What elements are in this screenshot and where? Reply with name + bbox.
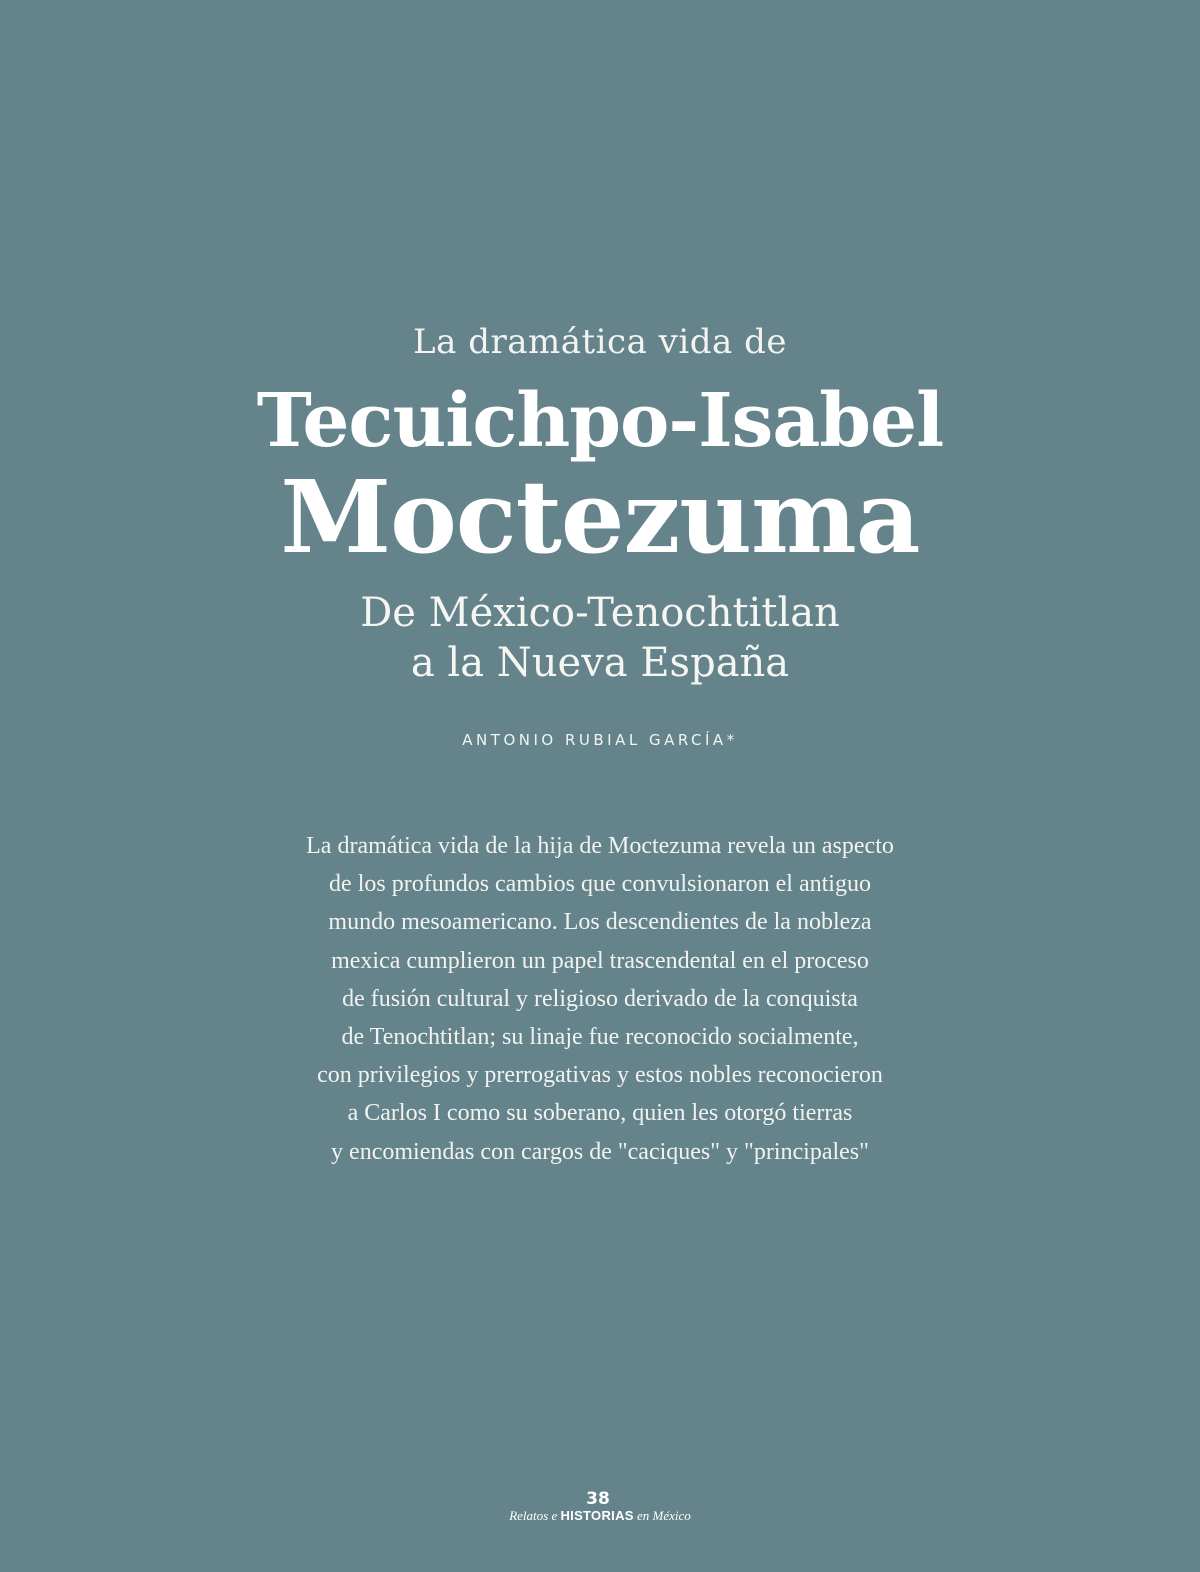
abstract-line: La dramática vida de la hija de Moctezuma revela un aspecto [306,833,894,859]
abstract-line: mundo mesoamericano. Los descendientes de la nobleza [328,909,872,936]
abstract-line: mexica cumplieron un papel trascendental en el proceso [331,947,869,974]
title-line-2: Moctezuma [280,458,920,576]
title-line-1: Tecuichpo-Isabel [256,378,944,464]
publication-name [0,1508,1200,1524]
abstract [0,827,1200,1171]
author-byline: ANTONIO RUBIAL GARCÍA* [462,731,738,749]
abstract-line: de Tenochtitlan; su linaje fue reconocido socialmente, [341,1024,859,1051]
title-kicker: La dramática vida de [413,322,787,362]
page-footer [0,1490,1200,1524]
page-number: 38 [586,1489,610,1509]
publication-name-brand: HISTORIAS [560,1508,634,1523]
subtitle [0,588,1200,688]
abstract-line: de los profundos cambios que convulsionaron el antiguo [329,871,871,898]
subtitle-line: De México-Tenochtitlan [360,590,840,636]
abstract-line: con privilegios y prerrogativas y estos nobles reconocieron [317,1062,883,1089]
abstract-line: y encomiendas con cargos de "caciques" y "principales" [331,1138,869,1165]
subtitle-line: a la Nueva España [410,640,790,686]
abstract-line: de fusión cultural y religioso derivado de la conquista [342,985,858,1012]
publication-name-part: en México [633,1508,691,1523]
abstract-line: a Carlos I como su soberano, quien les otorgó tierras [347,1100,853,1127]
publication-name-part: Relatos e [509,1508,561,1523]
